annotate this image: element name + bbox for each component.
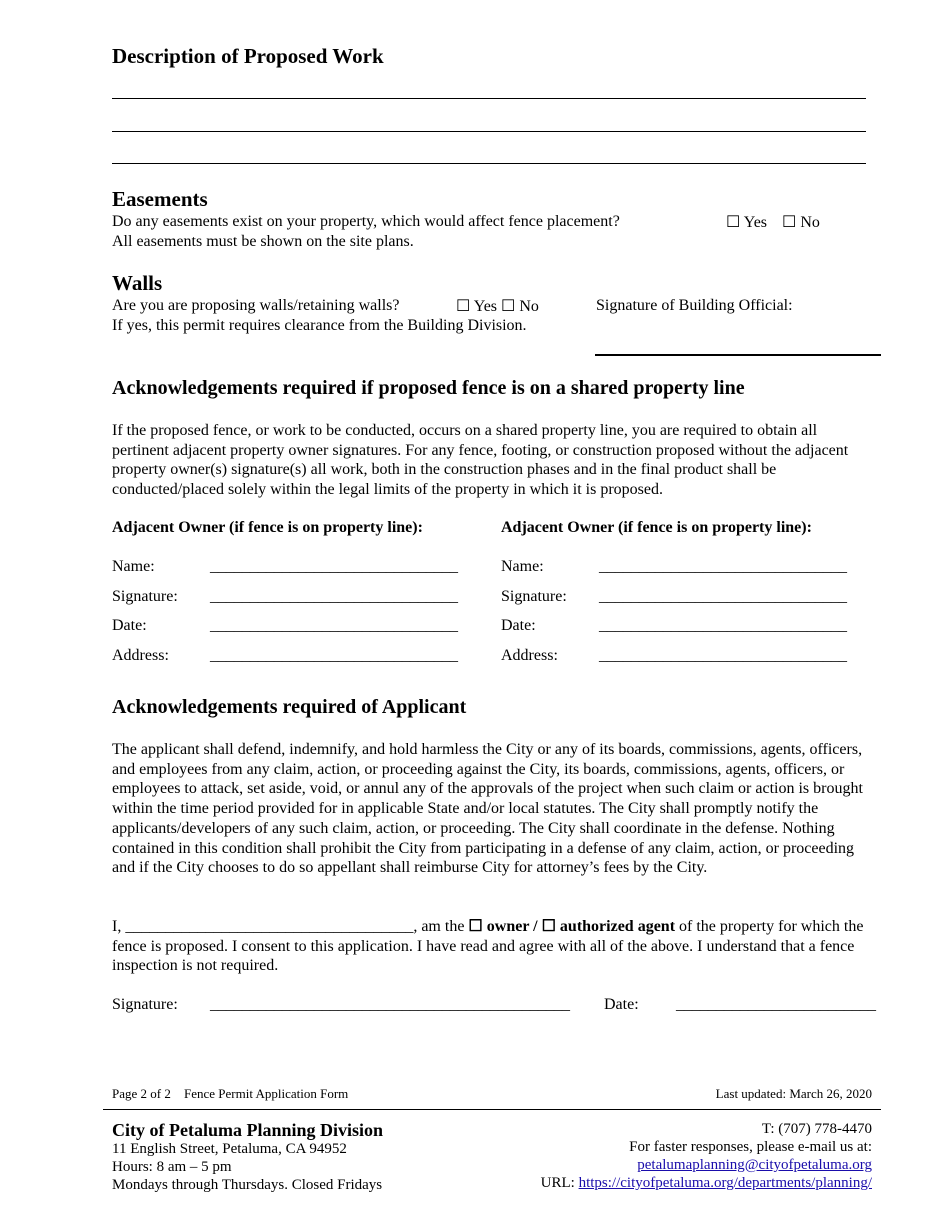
walls-note: If yes, this permit requires clearance from the Building Division. <box>112 317 527 334</box>
right-owner-signature-label: Signature: <box>501 588 567 605</box>
building-official-signature-line[interactable] <box>595 354 881 356</box>
shared-line-paragraph: If the proposed fence, or work to be conducted, occurs on a shared property line, you are required to obtain all pertinent adjacent property owner signatures. For any fence, footing, or construction proposed without the adjacent property owner(s) signature(s) all work, both in the construction phases and in the final product shall be conducted/placed solely within the legal limits of the property in which it is proposed. <box>112 422 849 499</box>
applicant-signature-label: Signature: <box>112 996 178 1013</box>
right-owner-date-label: Date: <box>501 617 536 634</box>
easements-question: Do any easements exist on your property, which would affect fence placement? <box>112 213 620 230</box>
consent-prefix[interactable]: I, ____________________________________, am the <box>112 918 469 935</box>
applicant-date-label: Date: <box>604 996 639 1013</box>
left-owner-signature-field[interactable]: _______________________________ <box>210 588 458 605</box>
footer-url-link[interactable]: https://cityofpetaluma.org/departments/planning/ <box>578 1175 872 1191</box>
right-owner-date-field[interactable]: _______________________________ <box>599 617 847 634</box>
description-line-1[interactable] <box>112 98 866 99</box>
easements-yes-checkbox[interactable]: ☐ Yes <box>726 214 768 231</box>
consent-suffix: of the property for which the fence is proposed. I consent to this application. I have read and agree with all of the above. I understand that a fence inspection is not required. <box>112 918 864 975</box>
easements-no-checkbox[interactable]: ☐ No <box>782 214 820 231</box>
footer-url-container <box>541 1175 872 1192</box>
left-owner-date-field[interactable]: _______________________________ <box>210 617 458 634</box>
footer-email-link[interactable]: petalumaplanning@cityofpetaluma.org <box>637 1157 872 1173</box>
easements-note: All easements must be shown on the site plans. <box>112 233 414 250</box>
adjacent-owner-heading-left: Adjacent Owner (if fence is on property line): <box>112 519 423 536</box>
left-owner-signature-label: Signature: <box>112 588 178 605</box>
footer-email-container <box>637 1157 872 1174</box>
right-owner-address-field[interactable]: _______________________________ <box>599 647 847 664</box>
footer-phone: T: (707) 778-4470 <box>761 1121 872 1137</box>
left-owner-name-field[interactable]: _______________________________ <box>210 558 458 575</box>
footer-hours: Hours: 8 am – 5 pm <box>112 1159 232 1175</box>
right-owner-name-label: Name: <box>501 558 544 575</box>
easements-heading: Easements <box>112 187 208 211</box>
footer-url-label: URL: <box>540 1175 579 1191</box>
footer-org-name: City of Petaluma Planning Division <box>112 1120 384 1140</box>
applicant-heading: Acknowledgements required of Applicant <box>112 696 467 718</box>
applicant-signature-field[interactable]: _____________________________________________ <box>210 996 570 1013</box>
left-owner-date-label: Date: <box>112 617 147 634</box>
description-heading: Description of Proposed Work <box>112 44 384 68</box>
footer-days: Mondays through Thursdays. Closed Fridays <box>112 1177 383 1193</box>
applicant-paragraph: The applicant shall defend, indemnify, and hold harmless the City or any of its boards, commissions, agents, officers, and employees from any claim, action, or proceeding against the City, its boards, commissions, agents, officers, or employees to attack, set aside, void, or annul any of the approvals of the project when such claim or action is brought within the time period provided for in applicable State and/or local statutes. The City shall promptly notify the applicants/developers of any such claim, action, or proceeding. The City shall coordinate in the defense. Nothing contained in this condition shall prohibit the City from participating in a defense of any claim, action, or proceeding and if the City chooses to do so appellant shall reimburse City for attorney’s fees by the City. <box>112 741 863 877</box>
footer-email-prompt: For faster responses, please e-mail us at: <box>629 1139 872 1155</box>
left-owner-name-label: Name: <box>112 558 155 575</box>
walls-question: Are you are proposing walls/retaining walls? <box>112 297 400 314</box>
building-official-signature-label: Signature of Building Official: <box>596 297 793 314</box>
description-line-3[interactable] <box>112 163 866 164</box>
left-owner-address-field[interactable]: _______________________________ <box>210 647 458 664</box>
left-owner-address-label: Address: <box>112 647 169 664</box>
footer-last-updated: Last updated: March 26, 2020 <box>715 1086 872 1101</box>
footer-divider <box>103 1109 881 1110</box>
footer-address: 11 English Street, Petaluma, CA 94952 <box>112 1141 347 1157</box>
owner-agent-checkboxes[interactable]: ☐ owner / ☐ authorized agent <box>468 918 676 935</box>
walls-heading: Walls <box>112 271 163 295</box>
shared-line-heading: Acknowledgements required if proposed fence is on a shared property line <box>112 377 745 399</box>
right-owner-name-field[interactable]: _______________________________ <box>599 558 847 575</box>
footer-form-name: Fence Permit Application Form <box>184 1086 349 1101</box>
right-owner-address-label: Address: <box>501 647 558 664</box>
adjacent-owner-heading-right: Adjacent Owner (if fence is on property line): <box>501 519 812 536</box>
consent-statement <box>112 917 874 976</box>
description-line-2[interactable] <box>112 131 866 132</box>
right-owner-signature-field[interactable]: _______________________________ <box>599 588 847 605</box>
footer-page-number: Page 2 of 2 <box>112 1086 171 1101</box>
applicant-date-field[interactable]: _________________________ <box>676 996 876 1013</box>
walls-yes-no-checkboxes[interactable]: ☐ Yes ☐ No <box>456 298 539 315</box>
